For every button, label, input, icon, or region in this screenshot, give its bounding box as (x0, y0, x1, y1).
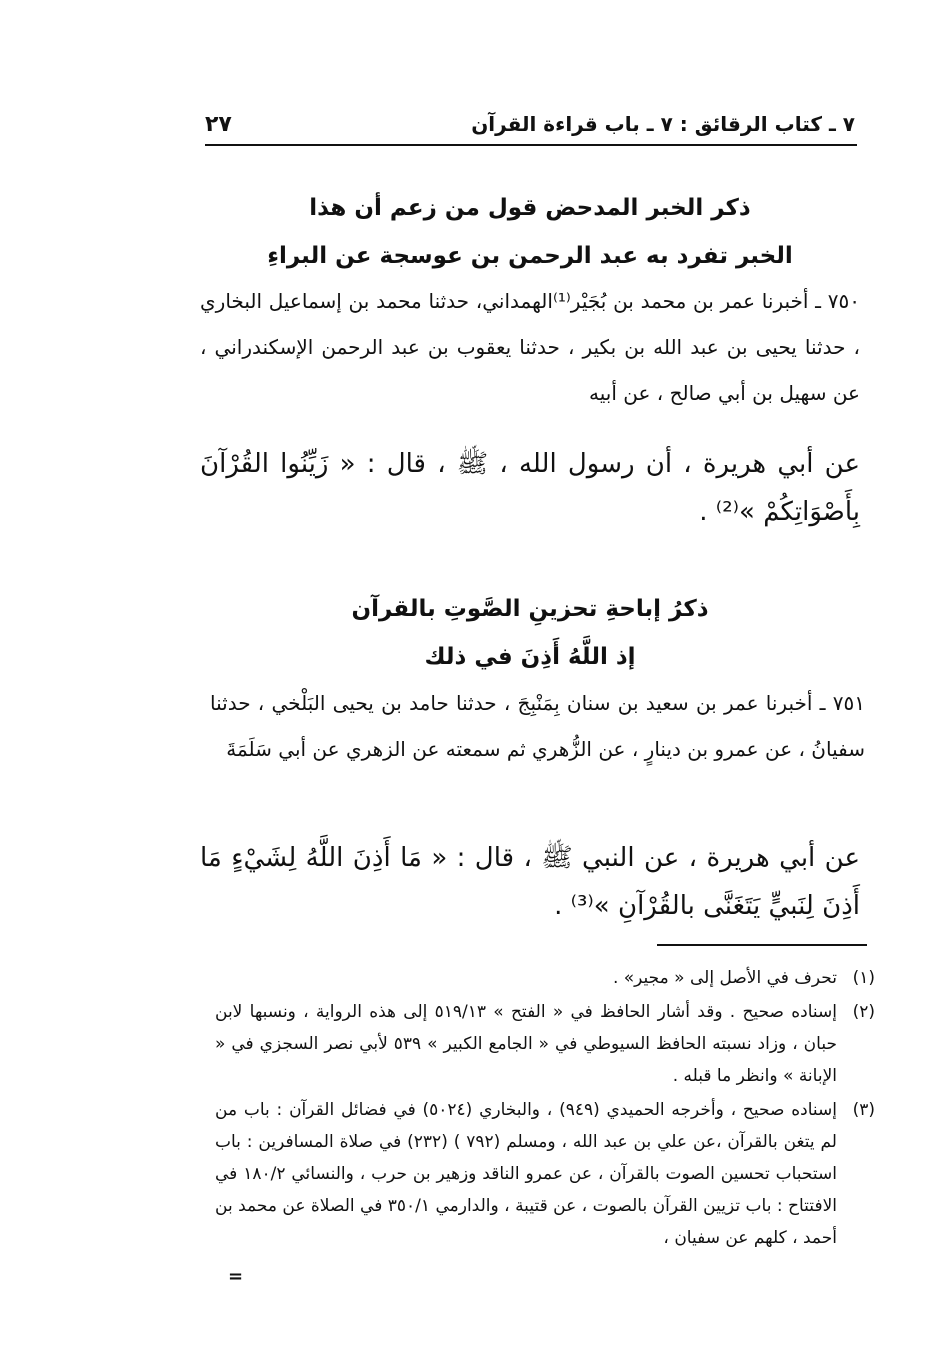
hadith-750-isnad: ٧٥٠ ـ أخبرنا عمر بن محمد بن بُجَيْر⁽¹⁾الهمداني، حدثنا محمد بن إسماعيل البخاري ، حدثنا يحيى بن عبد الله بن بكير ، حدثنا يعقوب بن عبد الرحمن الإسكندراني ، عن سهيل بن أبي صالح ، عن أبيه (200, 289, 860, 405)
hadith-751-matn: عن أبي هريرة ، عن النبي ﷺ ، قال : « مَا أَذِنَ اللَّهُ لِشَيْءٍ مَا أَذِنَ لِنَبيٍّ يَتَغَنَّى بالقُرْآنِ »⁽³⁾ . (200, 843, 860, 921)
running-title: ٧ ـ كتاب الرقائق : ٧ ـ باب قراءة القرآن (471, 112, 855, 136)
hadith-750-matn: عن أبي هريرة ، أن رسول الله ، ﷺ ، قال : « زَيِّنُوا القُرْآنَ بِأَصْوَاتِكُمْ »⁽²⁾ . (200, 449, 860, 527)
page-header (205, 112, 855, 144)
section-1-heading-line-1: ذكر الخبر المدحض قول من زعم أن هذا (309, 195, 751, 221)
section-1-heading-line-2: الخبر تفرد به عبد الرحمن بن عوسجة عن البراءِ (267, 243, 793, 269)
footnote-number: (٢) (852, 1002, 875, 1022)
footnote-text: إسناده صحيح ، وأخرجه الحميدي (٩٤٩) ، والبخاري (٥٠٢٤) في فضائل القرآن : باب من لم يتغن بالقرآن ،عن علي بن عبد الله ، ومسلم (٧٩٢ ) (٢٣٢) في صلاة المسافرين : باب استحباب تحسين الصوت بالقرآن ، عن عمرو الناقد وزهير بن حرب ، والنسائي ١٨٠/٢ في الافتتاح : باب تزيين القرآن بالصوت ، عن قتيبة ، والدارمي ٣٥٠/١ في الصلاة عن محمد بن أحمد ، كلهم عن سفيان ، (215, 1100, 837, 1248)
page-number: ٢٧ (205, 112, 232, 137)
footnote-1 (215, 962, 875, 994)
footnote-3 (215, 1094, 875, 1254)
hadith-751-isnad: ٧٥١ ـ أخبرنا عمر بن سعيد بن سنان بِمَنْبِجَ ، حدثنا حامد بن يحيى البَلْخي ، حدثنا سفيانُ ، عن عمرو بن دينارٍ ، عن الزُّهري ثم سمعته عن الزهري عن أبي سَلَمَةَ (210, 691, 865, 761)
footnote-text: إسناده صحيح . وقد أشار الحافظ في « الفتح » ٥١٩/١٣ إلى هذه الرواية ، ونسبها لابن حبان ، وزاد نسبته الحافظ السيوطي في « الجامع الكبير » ٥٣٩ لأبي نصر السجزي في « الإبانة » وانظر ما قبله . (215, 1002, 837, 1086)
footnote-text: تحرف في الأصل إلى « مجير» . (612, 968, 837, 988)
header-rule (205, 144, 857, 146)
footnote-rule (657, 944, 867, 946)
continuation-mark: = (228, 1266, 244, 1287)
section-2-heading-line-2: إذ اللَّهُ أَذِنَ في ذلك (424, 644, 636, 670)
section-2-heading-line-1: ذكرُ إباحةِ تحزينِ الصَّوتِ بالقرآن (351, 596, 709, 622)
footnotes (215, 962, 875, 1256)
footnote-number: (١) (852, 968, 875, 988)
section-2-heading (200, 585, 860, 681)
footnote-number: (٣) (852, 1100, 875, 1120)
section-1-heading (200, 184, 860, 280)
footnote-2 (215, 996, 875, 1092)
